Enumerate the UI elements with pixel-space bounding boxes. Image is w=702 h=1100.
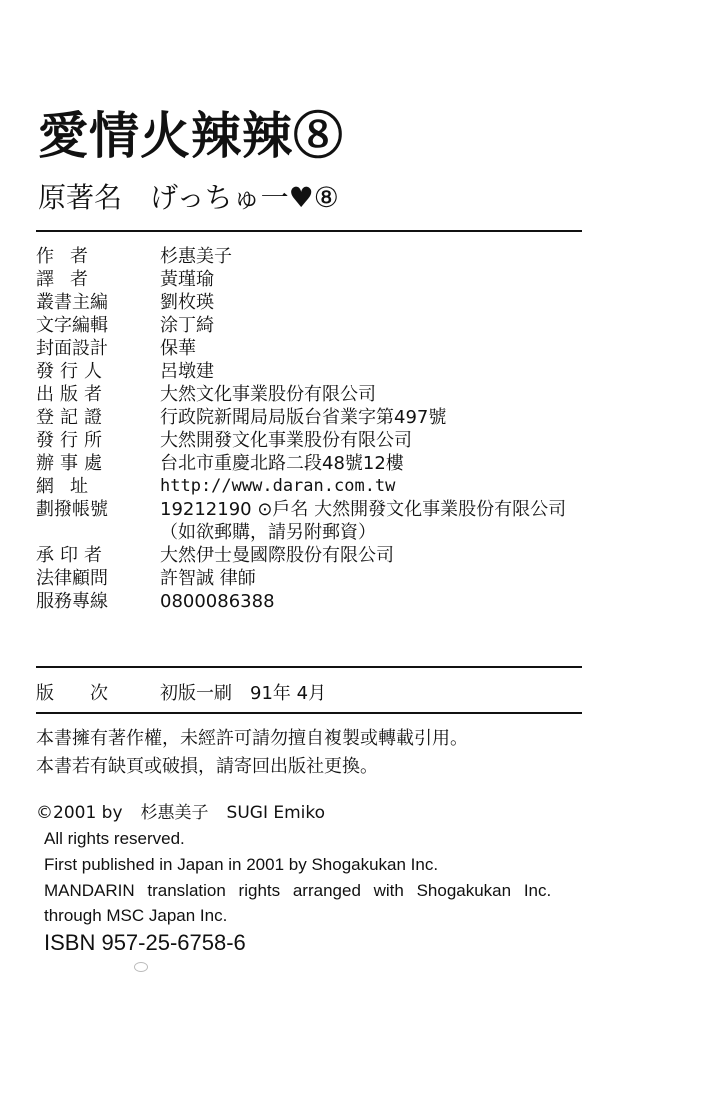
credit-row-postal-account [36,498,596,521]
credit-row-publisher [36,383,596,406]
credit-value: 黃瑾瑜 [160,269,214,290]
credit-label: 出版者 [36,384,108,405]
translation-rights-line: MANDARIN translation rights arranged with Shogakukan Inc. [44,881,552,900]
credit-row-cover-design [36,337,596,360]
credit-row-translator [36,268,596,291]
credit-value: 行政院新聞局局版台省業字第497號 [160,407,447,428]
copyright-line [36,798,325,823]
credit-value: 大然伊士曼國際股份有限公司 [160,545,394,566]
order-note: （如欲郵購，請另附郵資） [160,522,376,543]
divider-top [36,230,582,232]
damage-notice: 本書若有缺頁或破損，請寄回出版社更換。 [36,756,378,777]
credit-row-publisher-person [36,360,596,383]
author-name-cn: 杉惠美子 [140,803,209,823]
credit-value: 19212190 ⊙戶名 大然開發文化事業股份有限公司 [160,499,567,520]
divider-bottom [36,712,582,714]
credit-label: 作者 [36,246,104,267]
author-name-en: SUGI Emiko [226,803,326,823]
edition-row [36,680,326,708]
edition-value: 初版一刷 91年 4月 [160,683,327,704]
book-title: 愛情火辣辣⑧ [38,106,344,165]
credits-list [36,245,596,613]
credit-row-office [36,452,596,475]
credit-value: 0800086388 [160,591,275,612]
credit-value: 大然開發文化事業股份有限公司 [160,430,412,451]
order-note-row [36,521,596,544]
credit-label: 叢書主編 [36,292,108,313]
agency-line: through MSC Japan Inc. [44,906,228,925]
credit-value: 涂丁綺 [160,315,214,336]
credit-row-text-editor [36,314,596,337]
credit-label: 發行所 [36,430,108,451]
first-published-line: First published in Japan in 2001 by Shogakukan Inc. [44,855,439,874]
credit-label: 辦事處 [36,453,108,474]
credit-row-distributor [36,429,596,452]
edition-label: 版次 [36,683,144,704]
credit-row-registration [36,406,596,429]
credit-label: 服務專線 [36,591,108,612]
credit-value: 呂墩建 [160,361,214,382]
copyright-year: ©2001 by [36,803,123,823]
credit-row-printer [36,544,596,567]
original-title: 原著名 げっちゅ一♥⑧ [38,181,339,214]
credit-label: 發行人 [36,361,108,382]
isbn: ISBN 957-25-6758-6 [44,930,246,955]
website-link[interactable]: http://www.daran.com.tw [160,476,396,496]
credit-label: 譯者 [36,269,104,290]
credit-value: 台北市重慶北路二段48號12樓 [160,453,404,474]
rights-line: All rights reserved. [44,829,185,848]
divider-middle [36,666,582,668]
credit-label: 文字編輯 [36,315,108,336]
credit-row-website [36,475,596,498]
credit-label: 登記證 [36,407,108,428]
credit-label: 劃撥帳號 [36,499,108,520]
credit-label: 法律顧問 [36,568,108,589]
credit-row-author [36,245,596,268]
credit-value: 杉惠美子 [160,246,232,267]
credit-label: 網址 [36,476,104,497]
credit-value: 保華 [160,338,196,359]
credit-row-legal-counsel [36,567,596,590]
credit-label: 承印者 [36,545,108,566]
credit-value: 劉枚瑛 [160,292,214,313]
credit-label: 封面設計 [36,338,108,359]
credit-row-series-editor [36,291,596,314]
print-smudge [134,962,148,972]
credit-value: 許智誠 律師 [160,568,256,589]
copyright-notice: 本書擁有著作權，未經許可請勿擅自複製或轉載引用。 [36,728,468,749]
credit-value: 大然文化事業股份有限公司 [160,384,376,405]
credit-row-service-line [36,590,596,613]
